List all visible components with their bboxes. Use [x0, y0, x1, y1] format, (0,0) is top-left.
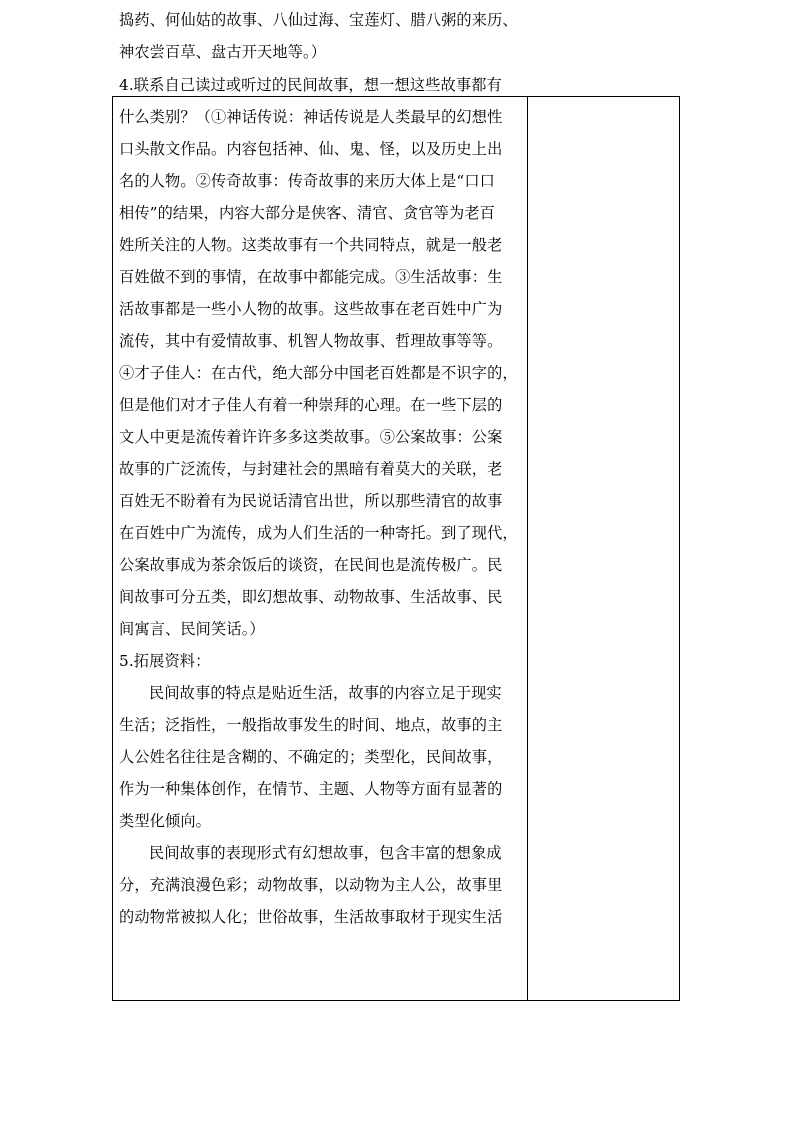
document-table	[112, 11, 680, 1001]
text-line: 百姓无不盼着有为民说话清官出世，所以那些清官的故事	[119, 492, 503, 510]
text-line: 作为一种集体创作，在情节、主题、人物等方面有显著的	[119, 780, 503, 798]
text-line: ④才子佳人：在古代，绝大部分中国老百姓都是不识字的，	[119, 364, 518, 382]
text-line: 捣药、何仙姑的故事、八仙过海、宝莲灯、腊八粥的来历、	[119, 11, 518, 29]
text-line: 民间故事的表现形式有幻想故事，包含丰富的想象成	[149, 844, 502, 862]
text-line: 间寓言、民间笑话。）	[119, 620, 265, 638]
text-line: 民间故事的特点是贴近生活，故事的内容立足于现实	[149, 684, 502, 702]
text-line: 口头散文作品。内容包括神、仙、鬼、怪，以及历史上出	[119, 140, 503, 158]
table-cell-side	[528, 97, 679, 1000]
text-line: 4.联系自己读过或听过的民间故事，想一想这些故事都有	[119, 76, 502, 94]
table-cell-main	[113, 11, 527, 1000]
text-line: 相传”的结果，内容大部分是侠客、清官、贪官等为老百	[119, 204, 496, 222]
text-line: 但是他们对才子佳人有着一种崇拜的心理。在一些下层的	[119, 396, 503, 414]
text-line: 公案故事成为茶余饭后的谈资，在民间也是流传极广。民	[119, 556, 503, 574]
text-line: 5.拓展资料：	[119, 652, 211, 670]
text-line: 的动物常被拟人化；世俗故事，生活故事取材于现实生活	[119, 908, 503, 926]
text-line: 姓所关注的人物。这类故事有一个共同特点，就是一般老	[119, 236, 503, 254]
text-line: 文人中更是流传着许许多多这类故事。⑤公案故事：公案	[119, 428, 503, 446]
text-line: 活故事都是一些小人物的故事。这些故事在老百姓中广为	[119, 300, 503, 318]
text-line: 在百姓中广为流传，成为人们生活的一种寄托。到了现代，	[119, 524, 518, 542]
text-line: 神农尝百草、盘古开天地等。）	[119, 43, 327, 61]
text-line: 故事的广泛流传，与封建社会的黑暗有着莫大的关联，老	[119, 460, 503, 478]
text-line: 类型化倾向。	[119, 812, 212, 830]
text-line: 分，充满浪漫色彩；动物故事，以动物为主人公，故事里	[119, 876, 503, 894]
text-line: 生活；泛指性，一般指故事发生的时间、地点，故事的主	[119, 716, 503, 734]
text-line: 间故事可分五类，即幻想故事、动物故事、生活故事、民	[119, 588, 503, 606]
text-line: 百姓做不到的事情，在故事中都能完成。③生活故事：生	[119, 268, 503, 286]
text-line: 名的人物。②传奇故事：传奇故事的来历大体上是“口口	[119, 172, 496, 190]
text-line: 流传，其中有爱情故事、机智人物故事、哲理故事等等。	[119, 332, 503, 350]
text-line: 什么类别？（①神话传说：神话传说是人类最早的幻想性	[119, 108, 503, 126]
text-line: 人公姓名往往是含糊的、不确定的；类型化，民间故事，	[119, 748, 503, 766]
